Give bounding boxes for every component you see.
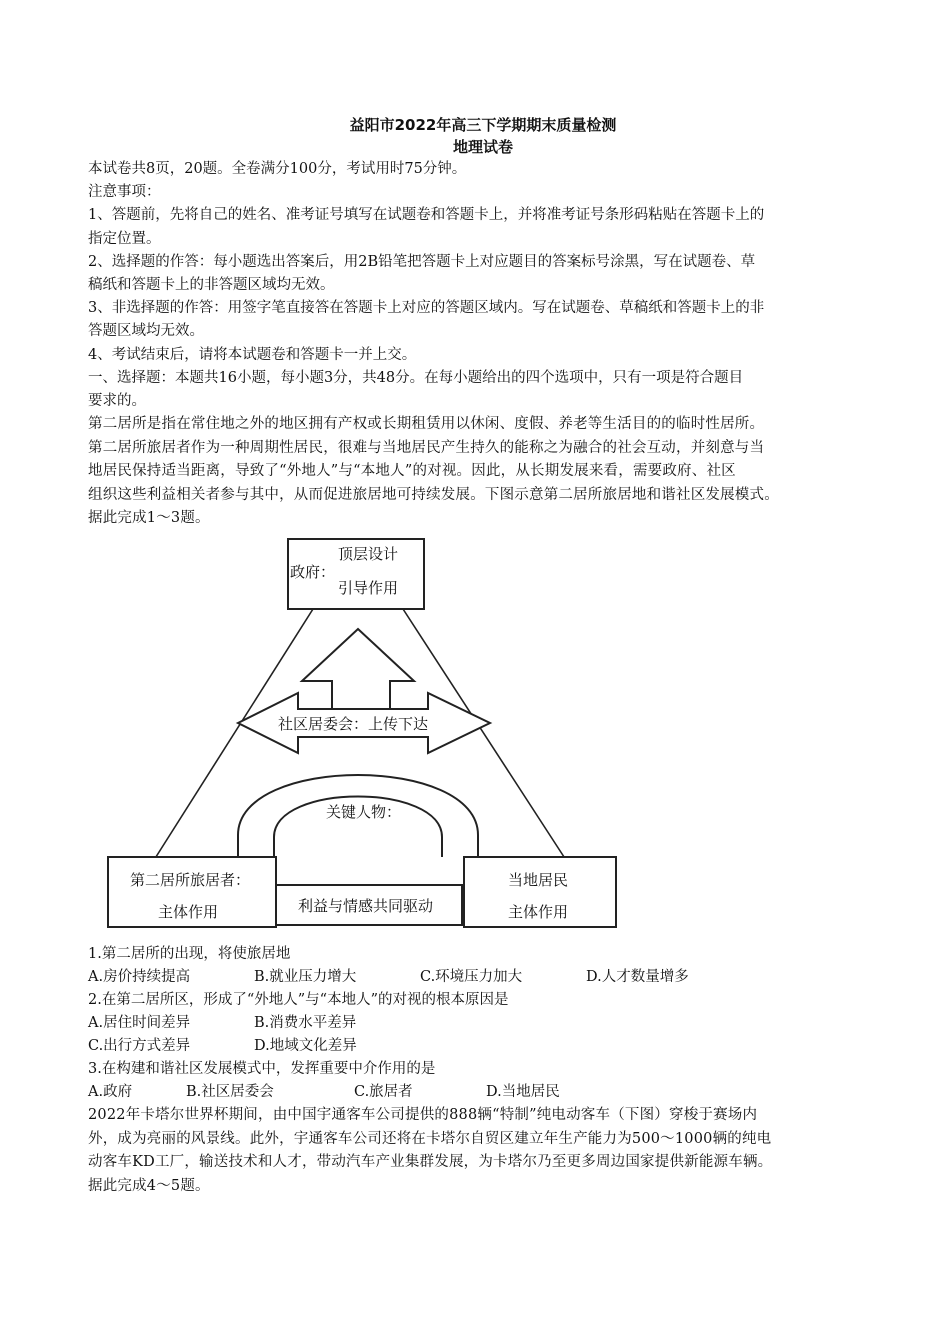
exam-subtitle: 地理试卷 (452, 138, 513, 156)
passage1-line2: 第二居所旅居者作为一种周期性居民，很难与当地居民产生持久的能称之为融合的社会互动，并刻意与当 (88, 439, 765, 456)
q3-option-d: D.当地居民 (486, 1084, 560, 1101)
gov-line2: 引导作用 (338, 578, 399, 597)
gov-label: 政府： (290, 562, 336, 581)
passage1-line1: 第二居所是指在常住地之外的地区拥有产权或长期租赁用以休闲、度假、养老等生活目的的临时性居所。 (88, 416, 765, 433)
section1-heading-a: 一、选择题：本题共16小题，每小题3分，共48分。在每小题给出的四个选项中，只有一项是符合题目 (88, 369, 744, 386)
note-1b: 指定位置。 (88, 230, 161, 247)
sojourner-line2: 主体作用 (158, 902, 219, 921)
q3-option-a: A.政府 (88, 1084, 133, 1101)
q3-option-b: B.社区居委会 (186, 1084, 274, 1101)
q2-options-row1 (88, 1012, 878, 1035)
q2-stem: 2.在第二居所区，形成了“外地人”与“本地人”的对视的根本原因是 (88, 991, 509, 1008)
sojourner-line1: 第二居所旅居者： (130, 870, 251, 889)
q2-option-b: B.消费水平差异 (254, 1015, 357, 1032)
passage2-line2: 外，成为亮丽的风景线。此外，宇通客车公司还将在卡塔尔自贸区建立年生产能力为500～1000辆的纯电 (88, 1130, 772, 1147)
section1-heading-b: 要求的。 (88, 393, 146, 410)
key-people-label: 关键人物： (326, 802, 402, 821)
passage2-line4: 据此完成4～5题。 (88, 1177, 210, 1194)
q1-option-d: D.人才数量增多 (586, 968, 689, 985)
note-1a: 1、答题前，先将自己的姓名、准考证号填写在试题卷和答题卡上，并将准考证号条形码粘贴在答题卡上的 (88, 207, 765, 224)
q3-option-c: C.旅居者 (354, 1084, 413, 1101)
passage1-line5: 据此完成1～3题。 (88, 510, 210, 527)
q2-option-c: C.出行方式差异 (88, 1038, 191, 1055)
intro-text: 本试卷共8页，20题。全卷满分100分，考试用时75分钟。 (88, 161, 467, 177)
note-2b: 稿纸和答题卡上的非答题区域均无效。 (88, 277, 335, 294)
q1-stem: 1.第二居所的出现，将使旅居地 (88, 945, 291, 962)
up-arrow-shape (302, 629, 414, 713)
community-model-diagram (98, 535, 618, 935)
exam-page (88, 114, 878, 1198)
passage2-line1: 2022年卡塔尔世界杯期间，由中国宇通客车公司提供的888辆“特制”纯电动客车（下图）穿梭于赛场内 (88, 1107, 758, 1124)
gov-line1: 顶层设计 (338, 544, 399, 563)
passage1-line4: 组织这些利益相关者参与其中，从而促进旅居地可持续发展。下图示意第二居所旅居地和谐社区发展模式。 (88, 486, 779, 503)
local-line1: 当地居民 (508, 870, 569, 889)
note-3b: 答题区域均无效。 (88, 323, 204, 340)
q1-option-b: B.就业压力增大 (254, 968, 357, 985)
note-4: 4、考试结束后，请将本试题卷和答题卡一并上交。 (88, 346, 417, 363)
q2-option-d: D.地域文化差异 (254, 1038, 357, 1055)
local-line2: 主体作用 (508, 902, 569, 921)
q2-options-row2 (88, 1035, 878, 1058)
q1-option-c: C.环境压力加大 (420, 968, 523, 985)
committee-label: 社区居委会：上传下达 (278, 714, 429, 733)
q3-options (88, 1081, 878, 1104)
passage1-line3: 地居民保持适当距离，导致了“外地人”与“本地人”的对视。因此，从长期发展来看，需要政府、社区 (88, 463, 736, 480)
notes-label: 注意事项： (88, 184, 161, 201)
drive-label: 利益与情感共同驱动 (298, 896, 434, 915)
q3-stem: 3.在构建和谐社区发展模式中，发挥重要中介作用的是 (88, 1061, 436, 1078)
note-2a: 2、选择题的作答：每小题选出答案后，用2B铅笔把答题卡上对应题目的答案标号涂黑，写在试题卷、草 (88, 253, 756, 270)
q1-option-a: A.房价持续提高 (88, 968, 191, 985)
q1-options (88, 966, 878, 989)
passage2-line3: 动客车KD工厂，输送技术和人才，带动汽车产业集群发展，为卡塔尔乃至更多周边国家提供新能源车辆。 (88, 1154, 773, 1171)
note-3a: 3、非选择题的作答：用签字笔直接答在答题卡上对应的答题区域内。写在试题卷、草稿纸和答题卡上的非 (88, 300, 765, 317)
exam-title: 益阳市2022年高三下学期期末质量检测 (349, 116, 617, 134)
q2-option-a: A.居住时间差异 (88, 1015, 191, 1032)
